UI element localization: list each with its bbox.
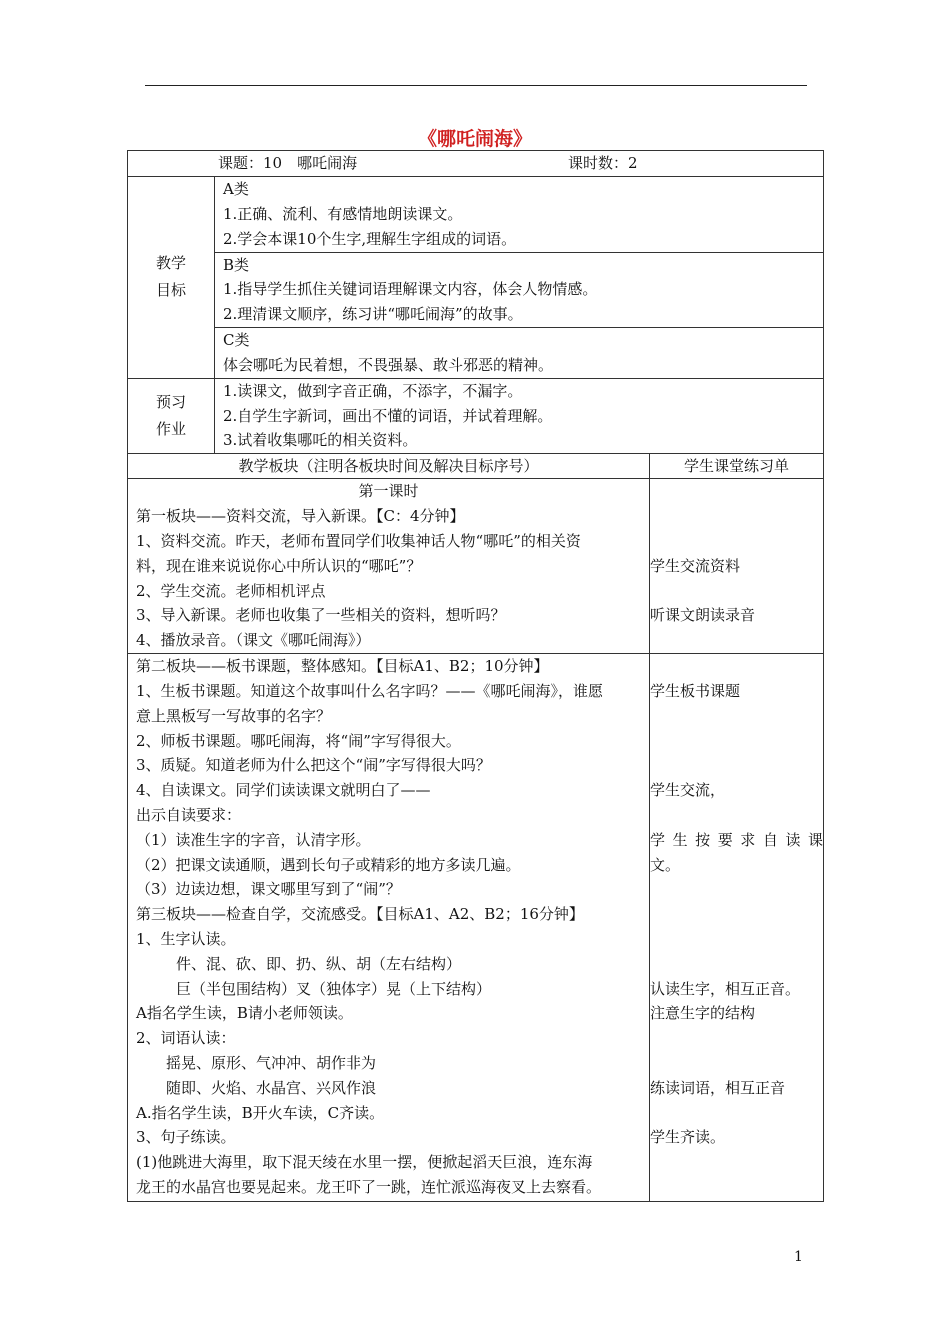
course-hours: 课时数：2 — [568, 154, 638, 172]
block-line: 2、学生交流。老师相机评点 — [136, 581, 326, 600]
block-line: 3、导入新课。老师也收集了一些相关的资料，想听吗？ — [136, 606, 506, 625]
side-line: 文。 — [650, 855, 681, 874]
side-line — [650, 877, 823, 902]
side-line — [650, 1101, 823, 1126]
course-info — [128, 151, 824, 177]
block-line: 1、生字认读。 — [136, 930, 236, 949]
objectives-b-item: 1.指导学生抓住关键词语理解课文内容，体会人物情感。 — [223, 280, 598, 299]
block-line: 意上黑板写一写故事的名字？ — [136, 706, 332, 725]
page-number: 1 — [794, 1249, 803, 1265]
side-line: 学生交流资料 — [650, 556, 741, 575]
objectives-b-item: 2.理清课文顺序，练习讲“哪吒闹海”的故事。 — [223, 305, 523, 324]
block-line: A指名学生读，B请小老师领读。 — [136, 1004, 353, 1023]
side-line — [650, 704, 823, 729]
block2-content — [128, 654, 650, 1202]
objectives-a — [215, 177, 824, 253]
objectives-a-header: A类 — [223, 180, 249, 198]
preview-item: 1.读课文，做到字音正确，不添字，不漏字。 — [223, 381, 523, 400]
side-line: 学生板书课题 — [650, 682, 741, 701]
block-line: 3、句子练读。 — [136, 1128, 236, 1147]
block-line: 1、资料交流。昨天，老师布置同学们收集神话人物“哪吒”的相关资 — [136, 531, 581, 550]
block-line: （3）边读边想，课文哪里写到了“闹”？ — [136, 880, 401, 899]
block-line: 随即、火焰、水晶宫、兴风作浪 — [166, 1078, 377, 1097]
column-header-right: 学生课堂练习单 — [650, 454, 824, 479]
objectives-label-line2: 目标 — [155, 281, 186, 300]
preview-item: 3.试着收集哪吒的相关资料。 — [223, 431, 418, 450]
block-heading: 第一板块——资料交流，导入新课。【C：4分钟】 — [136, 507, 465, 526]
block-line: 巨（半包围结构）叉（独体字）晃（上下结构） — [176, 979, 492, 998]
block1-side — [650, 479, 824, 654]
side-line: 学生齐读。 — [650, 1128, 726, 1147]
side-line — [650, 729, 823, 754]
objectives-a-item: 1.正确、流利、有感情地朗读课文。 — [223, 204, 463, 223]
block1-content — [128, 479, 650, 654]
block-line: 2、词语认读： — [136, 1029, 236, 1048]
block-line: 4、播放录音。（课文《哪吒闹海》） — [136, 631, 371, 650]
block-line: （1）读准生字的字音，认清字形。 — [136, 830, 371, 849]
block-line: （2）把课文读通顺，遇到长句子或精彩的地方多读几遍。 — [136, 855, 521, 874]
side-line — [650, 1026, 823, 1051]
block2-side — [650, 654, 824, 1202]
side-line: 听课文朗读录音 — [650, 606, 756, 625]
objectives-c-header: C类 — [223, 331, 250, 350]
block1-row — [128, 479, 824, 654]
side-line — [650, 753, 823, 778]
objectives-a-row — [128, 177, 824, 253]
block-heading: 第三板块——检查自学，交流感受。【目标A1、A2、B2；16分钟】 — [136, 905, 584, 924]
objectives-b-header: B类 — [223, 255, 250, 274]
side-line — [650, 1051, 823, 1076]
block-line: 出示自读要求： — [136, 806, 242, 825]
objectives-label-line1: 教学 — [155, 254, 186, 273]
block-line: 4、自读课文。同学们读读课文就明白了—— — [136, 781, 431, 800]
objectives-a-item: 2.学会本课10个生字,理解生字组成的词语。 — [223, 229, 517, 248]
column-header-left: 教学板块（注明各板块时间及解决目标序号） — [128, 454, 650, 479]
side-line — [650, 628, 823, 653]
side-line: 练读词语，相互正音 — [650, 1078, 786, 1097]
side-line: 学生交流， — [650, 781, 726, 800]
objectives-label — [128, 177, 215, 379]
side-line — [650, 927, 823, 952]
objectives-b-row — [128, 252, 824, 328]
block-line: 件、混、砍、即、扔、纵、胡（左右结构） — [176, 954, 462, 973]
preview-row — [128, 378, 824, 454]
block2-row — [128, 654, 824, 1202]
block-line: 摇晃、原形、气冲冲、胡作非为 — [166, 1054, 377, 1073]
block-line: A.指名学生读，B开火车读，C齐读。 — [136, 1103, 385, 1122]
objectives-b — [215, 252, 824, 328]
preview-label — [128, 378, 215, 454]
lesson-period-heading: 第一课时 — [358, 482, 419, 501]
side-line — [650, 529, 823, 554]
preview-label-line1: 预习 — [155, 393, 186, 412]
preview-label-line2: 作业 — [155, 420, 186, 439]
side-line — [650, 654, 823, 679]
block-line: 料，现在谁来说说你心中所认识的“哪吒”？ — [136, 556, 422, 575]
objectives-c — [215, 328, 824, 379]
side-line: 认读生字，相互正音。 — [650, 979, 801, 998]
preview-item: 2.自学生字新词，画出不懂的词语，并试着理解。 — [223, 406, 553, 425]
objectives-c-item: 体会哪吒为民着想，不畏强暴、敢斗邪恶的精神。 — [223, 355, 554, 374]
side-line: 学生按要求自读课 — [650, 830, 824, 849]
side-line — [650, 479, 823, 504]
column-header-row — [128, 454, 824, 479]
preview-items — [215, 378, 824, 454]
side-line — [650, 803, 823, 828]
header-rule — [145, 85, 807, 86]
block-line: 1、生板书课题。知道这个故事叫什么名字吗？——《哪吒闹海》，谁愿 — [136, 682, 604, 701]
block-line: 3、质疑。知道老师为什么把这个“闹”字写得很大吗？ — [136, 756, 491, 775]
side-line — [650, 579, 823, 604]
block-line: (1)他跳进大海里，取下混天绫在水里一摆，便掀起滔天巨浪，连东海 — [136, 1153, 593, 1172]
side-line — [650, 1175, 823, 1200]
block-heading: 第二板块——板书课题，整体感知。【目标A1、B2；10分钟】 — [136, 657, 549, 676]
side-line — [650, 952, 823, 977]
side-line: 注意生字的结构 — [650, 1004, 756, 1023]
block-line: 龙王的水晶宫也要晃起来。龙王吓了一跳，连忙派巡海夜叉上去察看。 — [136, 1178, 602, 1196]
objectives-c-row — [128, 328, 824, 379]
document-title: 《哪吒闹海》 — [417, 128, 532, 150]
lesson-plan-table — [127, 150, 824, 1202]
side-line — [650, 1150, 823, 1175]
side-line — [650, 504, 823, 529]
side-line — [650, 902, 823, 927]
block-line: 2、师板书课题。哪吒闹海，将“闹”字写得很大。 — [136, 731, 461, 750]
course-topic: 课题：10 哪吒闹海 — [218, 154, 358, 172]
course-row — [128, 151, 824, 177]
